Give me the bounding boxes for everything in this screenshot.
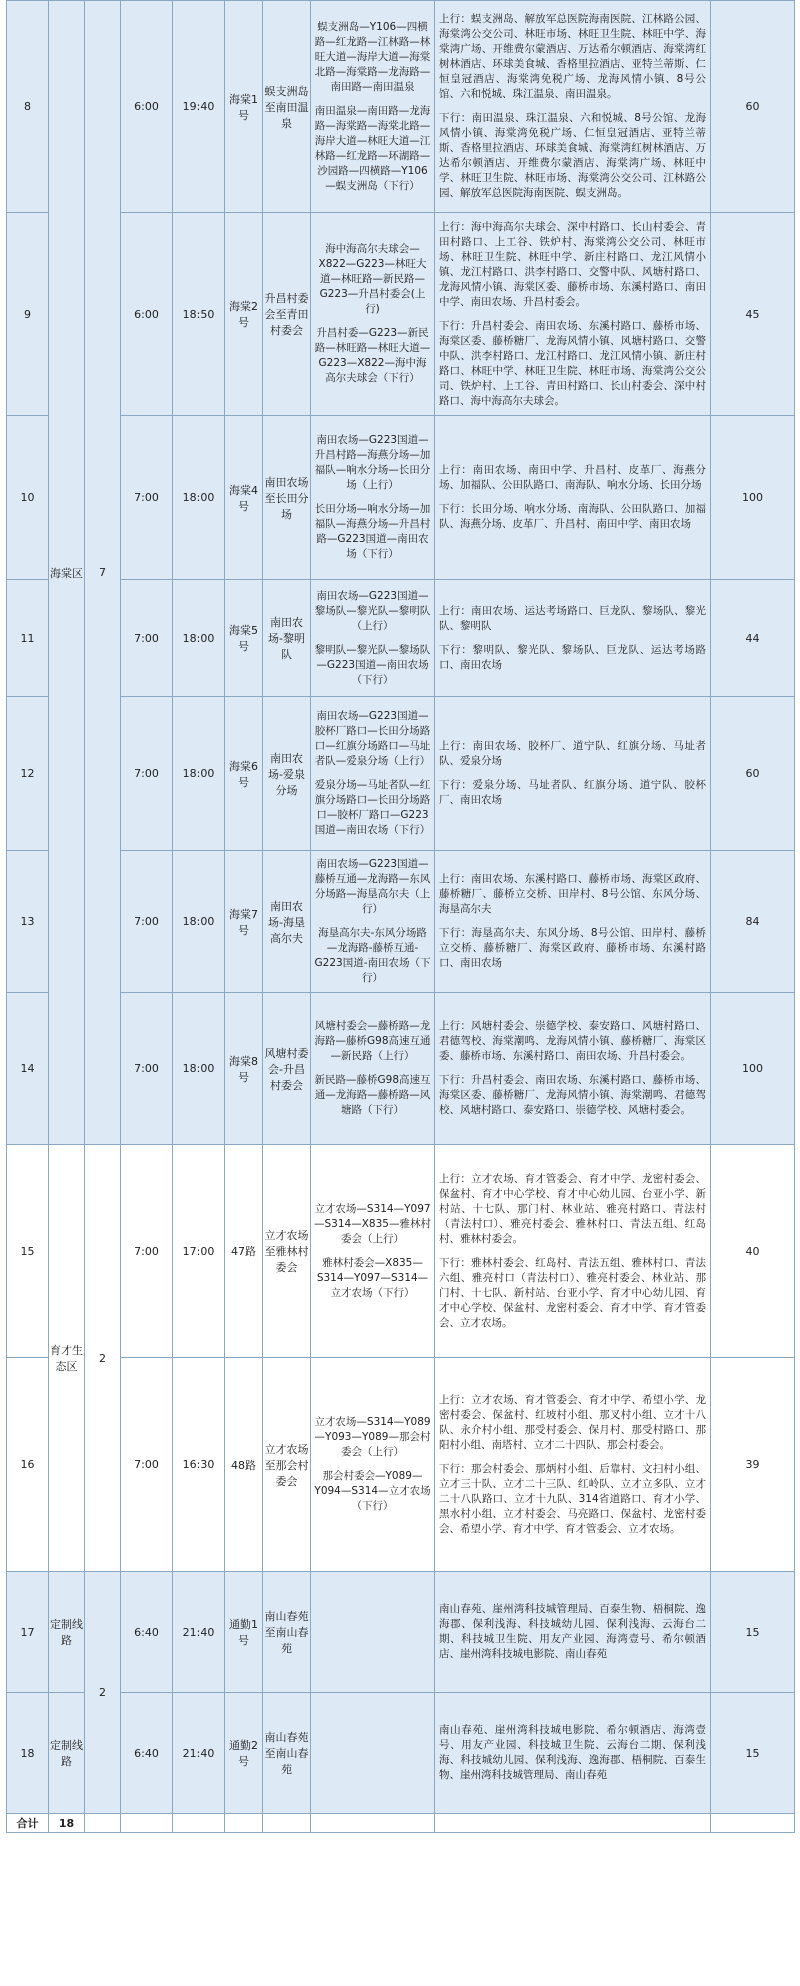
bus-count: 39 <box>711 1358 795 1572</box>
line-number: 海棠8号 <box>225 993 263 1145</box>
table-row <box>7 213 795 416</box>
line-name: 南田农场至长田分场 <box>263 416 311 580</box>
table-row <box>7 416 795 580</box>
row-number: 10 <box>7 416 49 580</box>
line-name: 南田农场-黎明队 <box>263 580 311 697</box>
stops-down: 下行：雅林村委会、红岛村、青法五组、雅林村口、青法六组、雅亮村口（青法村口）、雅亮村委会、林业站、那门村、十七队、新村站、台亚小学、育才中心幼儿园、育才中心学校、保盆村、龙密村委会、育才中学、育才管委会、立才农场。 <box>439 1256 706 1329</box>
region-cell: 定制线路 <box>49 1693 85 1814</box>
stops-up: 上行：风塘村委会、崇德学校、泰安路口、风塘村路口、君德驾校、海棠潮鸣、龙海风情小镇、藤桥糖厂、海棠区委、藤桥市场、东溪村路口、南田农场、升昌村委会。 <box>439 1020 706 1062</box>
first-bus-time: 6:40 <box>121 1572 173 1693</box>
first-bus-time: 7:00 <box>121 993 173 1145</box>
row-number: 15 <box>7 1145 49 1358</box>
first-bus-time: 6:00 <box>121 213 173 416</box>
row-number: 18 <box>7 1693 49 1814</box>
empty-cell <box>173 1814 225 1833</box>
stops-list: 南山春苑、崖州湾科技城管理局、百泰生物、梧桐院、逸海郡、保利浅海、科技城幼儿园、保利浅海、云海台二期、科技城卫生院、用友产业园、海湾壹号、希尔顿酒店、崖州湾科技城电影院、南山春苑 <box>439 1603 706 1660</box>
line-number: 47路 <box>225 1145 263 1358</box>
line-number: 海棠1号 <box>225 1 263 213</box>
route-up: 南田农场—G223国道—黎场队—黎光队—黎明队（上行） <box>314 589 431 632</box>
stops-up: 上行：南田农场、运达考场路口、巨龙队、黎场队、黎光队、黎明队 <box>439 604 706 632</box>
stops-down: 下行：长田分场、响水分场、南海队、公田队路口、加福队、海燕分场、皮革厂、升昌村、南田中学、南田农场 <box>439 503 706 530</box>
stops <box>435 1693 711 1814</box>
last-bus-time: 21:40 <box>173 1572 225 1693</box>
last-bus-time: 19:40 <box>173 1 225 213</box>
route-up: 南田农场—G223国道—升昌村路—海燕分场—加福队—响水分场—长田分场（上行） <box>314 434 431 491</box>
route-down: 海垦高尔夫-东风分场路—龙海路-藤桥互通-G223国道-南田农场（下行） <box>314 927 431 984</box>
last-bus-time: 18:00 <box>173 993 225 1145</box>
route-down: 黎明队—黎光队—黎场队—G223国道—南田农场（下行） <box>314 643 431 686</box>
stops-up: 上行：南田农场、南田中学、升昌村、皮革厂、海燕分场、加福队、公田队路口、南海队、响水分场、长田分场 <box>439 464 706 491</box>
bus-count: 45 <box>711 213 795 416</box>
last-bus-time: 21:40 <box>173 1693 225 1814</box>
empty-cell <box>263 1814 311 1833</box>
stops <box>435 213 711 416</box>
stops <box>435 580 711 697</box>
row-number: 17 <box>7 1572 49 1693</box>
stops <box>435 1 711 213</box>
total-row <box>7 1814 795 1833</box>
route-path <box>311 851 435 993</box>
line-name: 蜈支洲岛至南田温泉 <box>263 1 311 213</box>
stops <box>435 1358 711 1572</box>
bus-count: 15 <box>711 1572 795 1693</box>
last-bus-time: 18:50 <box>173 213 225 416</box>
bus-count: 15 <box>711 1693 795 1814</box>
stops-up: 上行：立才农场、育才管委会、育才中学、希望小学、龙密村委会、保盆村、红坡村小组、那叉村小组、立才十八队、永介村小组、那受村委会、保月村、那受村路口、那阳村小组、南塔村、立才二十四队、那会村委会。 <box>439 1393 706 1451</box>
route-up: 风塘村委会—藤桥路—龙海路—藤桥G98高速互通—新民路（上行） <box>314 1020 431 1062</box>
stops-down: 下行：那会村委会、那炳村小组、后靠村、文扫村小组、立才三十队、立才二十三队、红岭队、立才立多队、立才二十八队路口、立才十九队、314省道路口、育才小学、黑水村小组、立才村委会、马亮路口、保盆村、龙密村委会、希望小学、育才中学、育才管委会、立才农场。 <box>439 1462 706 1535</box>
line-name: 南田农场-爱泉分场 <box>263 697 311 851</box>
route-up: 蜈支洲岛—Y106—四横路—红龙路—江林路—林旺大道—海岸大道—海棠北路—海棠路—龙海路—南田路—南田温泉 <box>314 20 431 93</box>
stops-down: 下行：海垦高尔夫、东风分场、8号公馆、田岸村、藤桥立交桥、藤桥糖厂、海棠区政府、藤桥市场、东溪村路口、南田农场 <box>439 927 706 969</box>
route-down: 长田分场—响水分场—加福队—海燕分场—升昌村路—G223国道—南田农场（下行） <box>314 503 431 560</box>
first-bus-time: 7:00 <box>121 851 173 993</box>
total-label: 合计 <box>7 1814 49 1833</box>
last-bus-time: 17:00 <box>173 1145 225 1358</box>
empty-cell <box>311 1814 435 1833</box>
line-name: 立才农场至雅林村委会 <box>263 1145 311 1358</box>
bus-route-table <box>6 0 795 1833</box>
bus-count: 60 <box>711 697 795 851</box>
table-row <box>7 1145 795 1358</box>
empty-cell <box>85 1814 121 1833</box>
row-number: 12 <box>7 697 49 851</box>
total-count: 18 <box>49 1814 85 1833</box>
stops <box>435 993 711 1145</box>
first-bus-time: 7:00 <box>121 580 173 697</box>
route-path <box>311 416 435 580</box>
route-up: 南田农场—G223国道—胶杯厂路口—长田分场路口—红旗分场路口—马址者队—爱泉分场（上行） <box>314 710 431 767</box>
row-number: 9 <box>7 213 49 416</box>
stops <box>435 851 711 993</box>
last-bus-time: 18:00 <box>173 851 225 993</box>
line-name: 南山春苑至南山春苑 <box>263 1693 311 1814</box>
stops-down: 下行：南田温泉、珠江温泉、六和悦城、8号公馆、龙海风情小镇、海棠湾免税广场、仁恒皇冠酒店、亚特兰蒂斯、香格里拉酒店、环球美食城、海棠湾红树林酒店、万达希尔顿酒店、开维费尔蒙酒店、海棠湾广场、林旺中学、林旺卫生院、林旺市场、海棠湾公交公司、江林路公园、解放军总医院海南医院、蜈支洲岛。 <box>439 112 706 199</box>
stops-down: 下行：升昌村委会、南田农场、东溪村路口、藤桥市场、海棠区委、藤桥糖厂、龙海风情小镇、海棠潮鸣、君德驾校、风塘村路口、泰安路口、崇德学校、风塘村委会。 <box>439 1074 706 1116</box>
table-row <box>7 1 795 213</box>
stops <box>435 1145 711 1358</box>
first-bus-time: 6:00 <box>121 1 173 213</box>
route-path <box>311 1145 435 1358</box>
route-down: 南田温泉—南田路—龙海路—海棠路—海棠北路—海岸大道—林旺大道—江林路—红龙路—环湖路—沙园路—四横路—Y106—蜈支洲岛（下行） <box>314 104 431 192</box>
region-line-count: 2 <box>85 1572 121 1814</box>
row-number: 11 <box>7 580 49 697</box>
table-row <box>7 1572 795 1693</box>
line-number: 海棠2号 <box>225 213 263 416</box>
row-number: 16 <box>7 1358 49 1572</box>
stops-up: 上行：南田农场、东溪村路口、藤桥市场、海棠区政府、藤桥糖厂、藤桥立交桥、田岸村、8号公馆、东风分场、海垦高尔夫 <box>439 873 706 915</box>
table-row <box>7 697 795 851</box>
line-number: 通勤1号 <box>225 1572 263 1693</box>
route-path <box>311 697 435 851</box>
line-name: 南田农场-海垦高尔夫 <box>263 851 311 993</box>
stops-down: 下行：爱泉分场、马址者队、红旗分场、道宁队、胶杯厂、南田农场 <box>439 779 706 806</box>
stops-up: 上行：海中海高尔夫球会、深中村路口、长山村委会、青田村路口、上工谷、铁炉村、海棠湾公交公司、林旺市场、林旺卫生院、林旺中学、新庄村路口、龙江风情小镇、龙江村路口、洪李村路口、交警中队、风塘村路口、龙海风情小镇、海棠区委、藤桥市场、东溪村路口、南田中学、南田农场、升昌村委会。 <box>439 220 706 308</box>
row-number: 14 <box>7 993 49 1145</box>
region-cell: 海棠区 <box>49 1 85 1145</box>
line-name: 升昌村委会至青田村委会 <box>263 213 311 416</box>
line-number: 海棠6号 <box>225 697 263 851</box>
route-up: 海中海高尔夫球会—X822—G223—林旺大道—林旺路—新民路—G223—升昌村委会(上行) <box>318 243 427 315</box>
line-number: 海棠4号 <box>225 416 263 580</box>
route-path <box>311 1572 435 1693</box>
table-row <box>7 1693 795 1814</box>
line-name: 南山春苑至南山春苑 <box>263 1572 311 1693</box>
last-bus-time: 18:00 <box>173 580 225 697</box>
stops-up: 上行：南田农场、胶杯厂、道宁队、红旗分场、马址者队、爱泉分场 <box>439 740 706 767</box>
row-number: 8 <box>7 1 49 213</box>
stops <box>435 416 711 580</box>
route-down: 新民路—藤桥G98高速互通—龙海路—藤桥路—风塘路（下行） <box>314 1074 431 1116</box>
route-up: 立才农场—S314—Y089—Y093—Y089—那会村委会（上行） <box>314 1416 431 1458</box>
route-path <box>311 1693 435 1814</box>
first-bus-time: 6:40 <box>121 1693 173 1814</box>
route-down: 爱泉分场—马址者队—红旗分场路口—长田分场路口—胶杯厂路口—G223国道—南田农场（下行） <box>314 779 431 836</box>
stops-up: 上行：蜈支洲岛、解放军总医院海南医院、江林路公园、海棠湾公交公司、林旺市场、林旺卫生院、林旺中学、海棠湾广场、开维费尔蒙酒店、万达希尔顿酒店、海棠湾红树林酒店、环球美食城、香格里拉酒店、亚特兰蒂斯、仁恒皇冠酒店、海棠湾免税广场、龙海风情小镇、8号公馆、六和悦城、珠江温泉、南田温泉。 <box>439 13 706 100</box>
bus-count: 60 <box>711 1 795 213</box>
empty-cell <box>435 1814 711 1833</box>
route-path <box>311 580 435 697</box>
first-bus-time: 7:00 <box>121 1358 173 1572</box>
stops-down: 下行：升昌村委会、南田农场、东溪村路口、藤桥市场、海棠区委、藤桥糖厂、龙海风情小镇、风塘村路口、交警中队、洪李村路口、龙江村路口、龙江风情小镇、新庄村路口、林旺中学、林旺卫生院、林旺市场、海棠湾公交公司、铁炉村、上工谷、青田村路口、长山村委会、深中村路口、海中海高尔夫球会。 <box>439 319 706 407</box>
bus-count: 100 <box>711 416 795 580</box>
bus-count: 40 <box>711 1145 795 1358</box>
row-number: 13 <box>7 851 49 993</box>
route-path <box>311 1 435 213</box>
empty-cell <box>121 1814 173 1833</box>
route-up: 南田农场—G223国道—藤桥互通—龙海路—东风分场路—海垦高尔夫（上行） <box>314 858 431 915</box>
route-down: 升昌村委—G223—新民路—林旺路—林旺大道—G223—X822—海中海高尔夫球会（下行） <box>314 327 431 384</box>
stops-down: 下行：黎明队、黎光队、黎场队、巨龙队、运达考场路口、南田农场 <box>439 643 706 671</box>
table-row <box>7 993 795 1145</box>
line-number: 通勤2号 <box>225 1693 263 1814</box>
region-line-count: 7 <box>85 1 121 1145</box>
line-number: 海棠5号 <box>225 580 263 697</box>
table-row <box>7 851 795 993</box>
bus-count: 44 <box>711 580 795 697</box>
route-down: 那会村委会—Y089—Y094—S314—立才农场（下行） <box>314 1470 431 1512</box>
line-number: 海棠7号 <box>225 851 263 993</box>
route-up: 立才农场—S314—Y097—S314—X835—雅林村委会（上行） <box>314 1202 431 1245</box>
route-down: 雅林村委会—X835—S314—Y097—S314—立才农场（下行） <box>316 1256 429 1299</box>
line-name: 风塘村委会-升昌村委会 <box>263 993 311 1145</box>
line-name: 立才农场至那会村委会 <box>263 1358 311 1572</box>
region-cell: 育才生态区 <box>49 1145 85 1572</box>
line-number: 48路 <box>225 1358 263 1572</box>
empty-cell <box>711 1814 795 1833</box>
route-path <box>311 993 435 1145</box>
region-line-count: 2 <box>85 1145 121 1572</box>
last-bus-time: 16:30 <box>173 1358 225 1572</box>
bus-count: 84 <box>711 851 795 993</box>
route-path <box>311 1358 435 1572</box>
bus-count: 100 <box>711 993 795 1145</box>
empty-cell <box>225 1814 263 1833</box>
stops-list: 南山春苑、崖州湾科技城电影院、希尔顿酒店、海湾壹号、用友产业园、科技城卫生院、云海台二期、保利浅海、科技城幼儿园、保利浅海、逸海郡、梧桐院、百泰生物、崖州湾科技城管理局、南山春苑 <box>439 1724 706 1781</box>
stops-up: 上行：立才农场、育才管委会、育才中学、龙密村委会、保盆村、育才中心学校、育才中心幼儿园、台亚小学、新村站、十七队、那门村、林业站、雅亮村路口、青法村（青法村口）、雅亮村委会、雅林村口、青法五组、红岛村、雅林村委会。 <box>439 1172 706 1245</box>
route-path <box>311 213 435 416</box>
region-cell: 定制线路 <box>49 1572 85 1693</box>
table-row <box>7 1358 795 1572</box>
first-bus-time: 7:00 <box>121 697 173 851</box>
first-bus-time: 7:00 <box>121 1145 173 1358</box>
first-bus-time: 7:00 <box>121 416 173 580</box>
last-bus-time: 18:00 <box>173 416 225 580</box>
stops <box>435 1572 711 1693</box>
stops <box>435 697 711 851</box>
table-row <box>7 580 795 697</box>
last-bus-time: 18:00 <box>173 697 225 851</box>
